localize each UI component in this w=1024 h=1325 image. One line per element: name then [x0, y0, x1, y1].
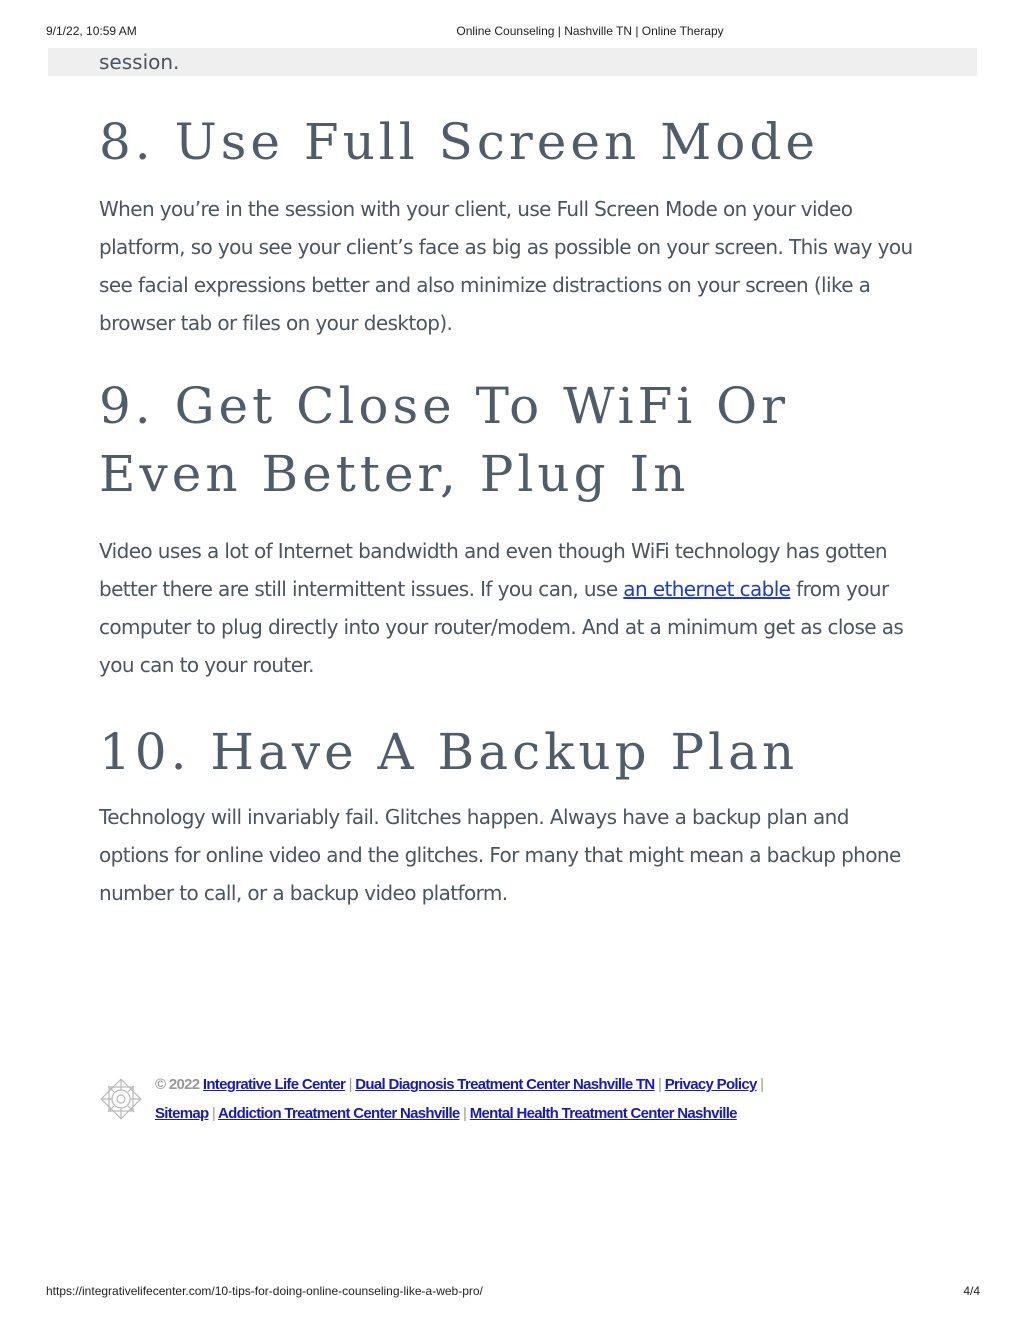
footer-link-dual-diagnosis[interactable]: Dual Diagnosis Treatment Center Nashville TN [355, 1076, 655, 1093]
footer-separator: | [463, 1105, 467, 1122]
footer-link-mental-health-treatment[interactable]: Mental Health Treatment Center Nashville [469, 1105, 737, 1122]
footer-separator: | [760, 1076, 764, 1093]
article-content [99, 108, 919, 912]
mandala-logo-icon [98, 1076, 144, 1122]
print-header [0, 24, 1024, 40]
section-8-heading: 8. Use Full Screen Mode [99, 113, 819, 171]
footer-link-integrative-life-center[interactable]: Integrative Life Center [202, 1076, 346, 1093]
footer-separator: | [211, 1105, 216, 1122]
footer-link-sitemap[interactable]: Sitemap [155, 1105, 209, 1122]
footer-links [155, 1070, 763, 1128]
print-url: https://integrativelifecenter.com/10-tips-for-doing-online-counseling-like-a-web-pro/ [46, 1284, 483, 1298]
section-10-body: Technology will invariably fail. Glitches happen. Always have a backup plan and options for online video and the glitches. For many that might mean a backup phone number to call, or a backup video platform. [99, 805, 901, 905]
section-9-body-after-link: from your computer to plug directly into your router/modem. And at a minimum get as close as you can to your router. [99, 577, 904, 677]
footer-link-privacy-policy[interactable]: Privacy Policy [664, 1076, 757, 1093]
section-8-body: When you’re in the session with your client, use Full Screen Mode on your video platform, so you see your client’s face as big as possible on your screen. This way you see facial expressions better and also minimize distractions on your screen (like a browser tab or files on your desktop). [99, 197, 913, 335]
ethernet-cable-link[interactable]: an ethernet cable [623, 577, 791, 601]
section-9-heading: 9. Get Close To WiFi Or Even Better, Plug In [99, 377, 790, 503]
section-9-body [99, 532, 919, 684]
print-page-number: 4/4 [963, 1284, 980, 1298]
site-footer [98, 1066, 918, 1136]
footer-separator: | [658, 1076, 662, 1093]
previous-section-tail [48, 48, 977, 76]
print-datetime: 9/1/22, 10:59 AM [46, 24, 137, 38]
section-9-body-before-link: Video uses a lot of Internet bandwidth and even though WiFi technology has gotten better there are still intermittent issues. If you can, use [99, 539, 887, 601]
copyright-text: © 2022 [155, 1076, 200, 1093]
footer-link-addiction-treatment[interactable]: Addiction Treatment Center Nashville [218, 1105, 460, 1122]
previous-text: session. [99, 50, 180, 74]
print-page-title: Online Counseling | Nashville TN | Online Therapy [456, 24, 724, 38]
footer-separator: | [348, 1076, 352, 1093]
section-10-heading: 10. Have A Backup Plan [99, 723, 799, 781]
print-footer [0, 1284, 1024, 1300]
